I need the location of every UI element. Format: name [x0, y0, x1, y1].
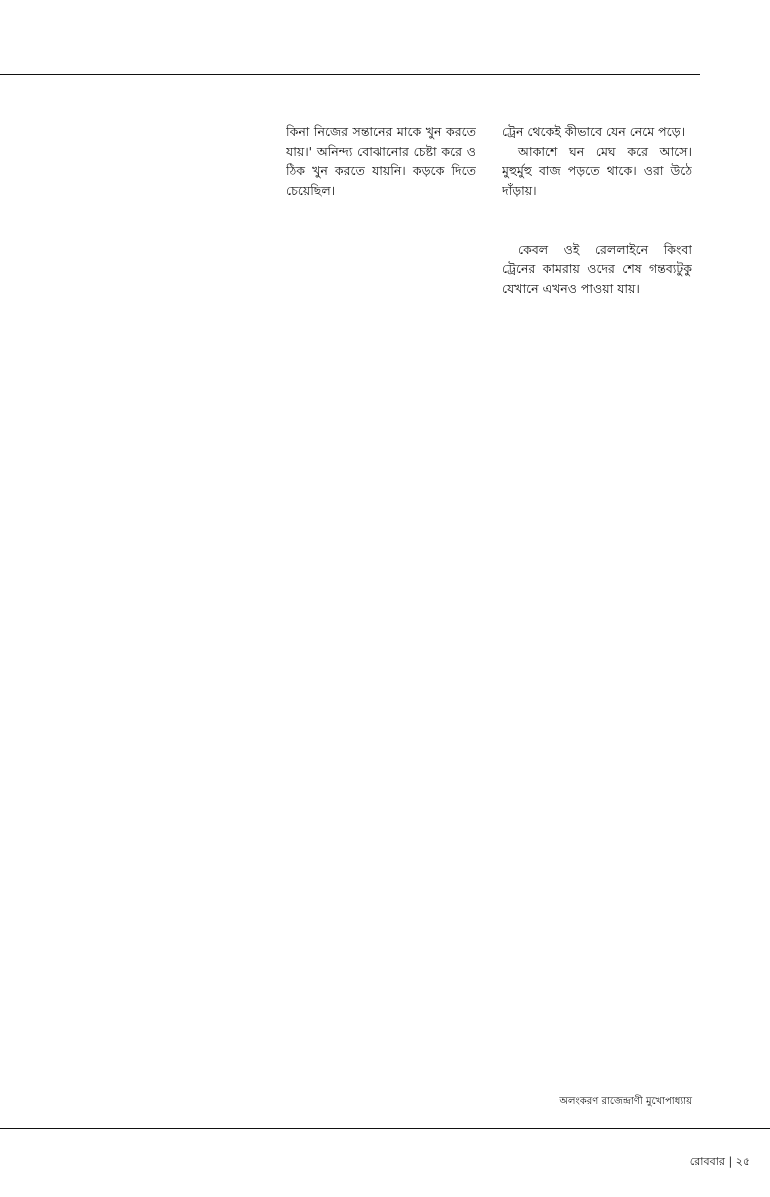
text-column-1: [70, 122, 260, 1118]
paragraph: [70, 416, 260, 436]
paragraph: আকাশে ঘন মেঘ করে আসে। মুহুর্মুহু বাজ পড়তে থাকে। ওরা উঠে দাঁড়ায়।: [502, 143, 692, 198]
footer-separator: |: [728, 1155, 736, 1168]
paragraph: [70, 338, 260, 358]
paragraph: [286, 279, 476, 299]
paragraph: [286, 259, 476, 279]
paragraph: ট্রেন থেকেই কীভাবে যেন নেমে পড়ে।: [502, 124, 686, 139]
bottom-rule: [0, 1128, 770, 1129]
paragraph: [286, 240, 476, 260]
paragraph: [70, 396, 260, 416]
paragraph: [286, 200, 476, 220]
page-number: ২৫: [735, 1155, 750, 1168]
paragraph: [286, 298, 476, 318]
paragraph: [502, 318, 692, 338]
paragraph: [502, 298, 692, 318]
paragraph: [70, 220, 260, 240]
paragraph: [70, 142, 260, 162]
paragraph: [70, 318, 260, 338]
paragraph: [502, 220, 692, 240]
text-column-3: [502, 122, 692, 1118]
text-column-2: [286, 122, 476, 1118]
paragraph: [70, 200, 260, 220]
article-body: [70, 122, 692, 1118]
paragraph: [70, 377, 260, 397]
paragraph: [70, 279, 260, 299]
paragraph: [70, 475, 260, 495]
paragraph: [286, 220, 476, 240]
magazine-name: রোববার: [689, 1155, 725, 1168]
page-footer: [690, 1154, 750, 1170]
paragraph: কিনা নিজের সন্তানের মাকে খুন করতে যায়।' অনিন্দ্য বোঝানোর চেষ্টা করে ও ঠিক খুন করতে যায়নি। কড়কে দিতে চেয়েছিল।: [286, 124, 476, 198]
paragraph: [70, 240, 260, 260]
paragraph: [70, 455, 260, 475]
paragraph: [70, 494, 260, 514]
paragraph: [70, 122, 260, 142]
top-rule: [0, 74, 700, 75]
paragraph: কেবল ওই রেললাইনে কিংবা ট্রেনের কামরায় ওদের শেষ গন্তব্যটুকু যেখানে এখনও পাওয়া যায়।: [502, 241, 692, 296]
paragraph: [70, 357, 260, 377]
paragraph: [502, 200, 692, 220]
paragraph: [70, 181, 260, 201]
paragraph: [70, 436, 260, 456]
illustration-credit: অলংকরণ রাজেন্দ্রাণী মুখোপাধ্যায়: [559, 1096, 692, 1107]
paragraph: [70, 259, 260, 279]
paragraph: [70, 298, 260, 318]
paragraph: [70, 161, 260, 181]
